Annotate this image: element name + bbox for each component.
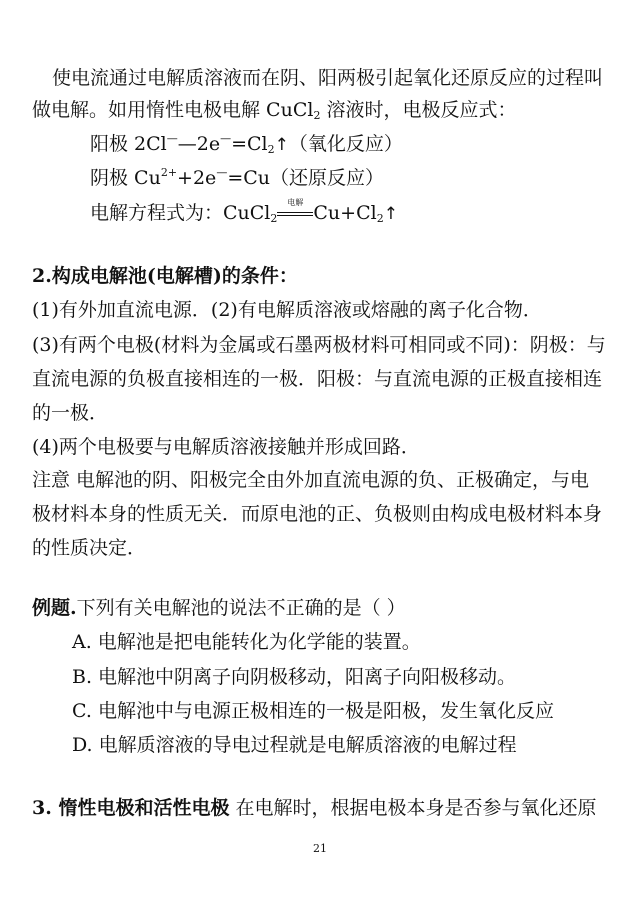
option-a: [72, 630, 421, 654]
cathode-sup-1: 2+: [160, 166, 178, 179]
intro-text-2a: 做电解。如用惰性电极电解 CuCl: [32, 99, 314, 121]
condition-label: 电解: [287, 198, 304, 207]
anode-eq: =Cl: [231, 133, 268, 155]
option-a-text: A. 电解池是把电能转化为化学能的装置。: [72, 631, 421, 653]
note-text-3: 的性质决定．: [32, 537, 147, 559]
anode-sup-1: —: [166, 132, 178, 145]
note-line-2: [32, 502, 602, 526]
page-number: 21: [313, 842, 327, 855]
section-2-title: [32, 264, 298, 288]
cathode-mid: +2e: [177, 167, 217, 189]
reaction-condition: [277, 198, 313, 224]
intro-text-1: 使电流通过电解质溶液而在阴、阳两极引起氧化还原反应的过程叫: [52, 67, 604, 89]
option-c-text: C. 电解池中与电源正极相连的一极是阳极，发生氧化反应: [72, 700, 554, 722]
electrolysis-equation: [90, 198, 398, 226]
anode-sup-2: —: [220, 132, 232, 145]
condition-3-line-3: [32, 401, 108, 425]
up-arrow-icon: ↑: [274, 135, 289, 155]
cathode-reaction: [90, 166, 384, 190]
condition-4-text: (4)两个电极要与电解质溶液接触并形成回路．: [32, 436, 420, 458]
anode-note: （氧化反应）: [288, 133, 403, 155]
cathode-label: 阴极 Cu: [90, 167, 161, 189]
note-line-1: [32, 468, 589, 492]
condition-1-2-text: (1)有外加直流电源．(2)有电解质溶液或熔融的离子化合物．: [32, 299, 542, 321]
equation-label: 电解方程式为：CuCl: [90, 202, 271, 224]
section-2-title-text: 2.构成电解池(电解槽)的条件：: [32, 265, 298, 287]
condition-3-text-3: 的一极．: [32, 402, 109, 424]
intro-line-2: [32, 98, 516, 122]
cathode-sup-2: —: [216, 166, 228, 179]
section-3-title: 3. 惰性电极和活性电极: [32, 797, 230, 819]
equation-sub-2: 2: [376, 212, 384, 225]
note-text-2: 极材料本身的性质无关．而原电池的正、负极则由构成电极材料本身: [32, 503, 603, 525]
note-line-3: [32, 536, 146, 560]
anode-label: 阳极 2Cl: [90, 133, 167, 155]
example-label: 例题.: [32, 597, 77, 619]
condition-4: [32, 435, 420, 459]
condition-3-text-2: 直流电源的负极直接相连的一极．阳极：与直流电源的正极直接相连: [32, 368, 603, 390]
condition-1-2: [32, 298, 542, 322]
anode-sub: 2: [267, 143, 275, 156]
option-c: [72, 699, 554, 723]
example-question-text: 下列有关电解池的说法不正确的是（ ）: [76, 597, 406, 619]
equation-products: Cu+Cl: [313, 202, 377, 224]
cathode-eq: =Cu（还原反应）: [227, 167, 385, 189]
option-d-text: D. 电解质溶液的导电过程就是电解质溶液的电解过程: [72, 734, 517, 756]
option-b: [72, 665, 516, 689]
anode-reaction: [90, 132, 403, 157]
equation-sub-1: 2: [270, 212, 278, 225]
option-d: [72, 733, 517, 757]
intro-text-2b: 溶液时，电极反应式：: [320, 99, 517, 121]
condition-3-line-2: [32, 367, 602, 391]
section-3: [32, 796, 597, 820]
condition-3-text-1: (3)有两个电极(材料为金属或石墨两极材料可相同或不同)：阴极：与: [32, 334, 606, 356]
intro-line-1: [52, 66, 603, 90]
condition-3-line-1: [32, 333, 606, 357]
section-3-text: 在电解时，根据电极本身是否参与氧化还原: [229, 797, 597, 819]
double-bar: [277, 212, 313, 216]
example-question: [32, 596, 406, 620]
note-text-1: 注意 电解池的阴、阳极完全由外加直流电源的负、正极确定，与电: [32, 469, 590, 491]
up-arrow-icon: ↑: [383, 204, 398, 224]
intro-sub: 2: [313, 109, 321, 122]
option-b-text: B. 电解池中阴离子向阴极移动，阳离子向阳极移动。: [72, 666, 517, 688]
anode-mid: —2e: [177, 133, 221, 155]
